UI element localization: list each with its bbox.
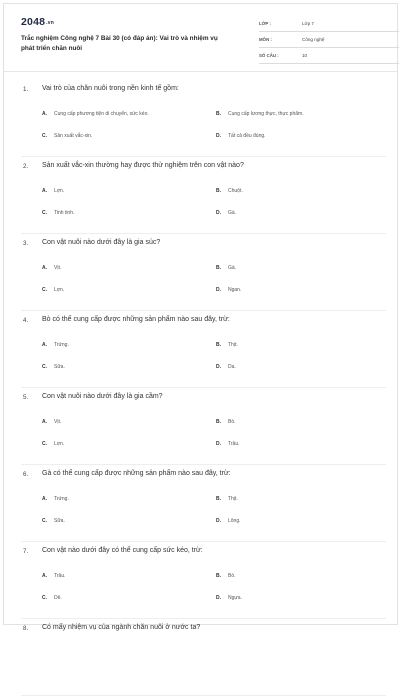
- question-text: Con vật nuôi nào dưới đây là gia súc?: [42, 239, 161, 246]
- option-letter: D.: [216, 364, 221, 370]
- option-letter: B.: [216, 573, 221, 579]
- option-text: Vịt.: [54, 265, 62, 271]
- option-a[interactable]: [42, 419, 61, 425]
- logo-suffix: .vn: [46, 20, 54, 26]
- option-letter: B.: [216, 111, 221, 117]
- option-text: Vịt.: [54, 419, 62, 425]
- question-number: 1.: [23, 86, 29, 93]
- option-d[interactable]: [216, 441, 239, 447]
- option-a[interactable]: [42, 265, 61, 271]
- meta-subject-value: Công nghệ: [302, 37, 325, 42]
- option-text: Dê.: [54, 595, 62, 601]
- option-d[interactable]: [216, 595, 242, 601]
- quiz-title: Trắc nghiệm Công nghệ 7 Bài 30 (có đáp án): Vai trò và nhiệm vụ phát triển chăn nuôi: [21, 35, 218, 52]
- option-a[interactable]: [42, 111, 149, 117]
- option-letter: A.: [42, 419, 47, 425]
- option-d[interactable]: [216, 133, 266, 139]
- option-text: Trứng.: [54, 496, 69, 502]
- quiz-meta: [259, 18, 399, 66]
- question-item: [21, 619, 386, 696]
- option-text: Trứng.: [54, 342, 69, 348]
- option-text: Tinh tinh.: [54, 210, 75, 216]
- option-b[interactable]: [216, 496, 238, 502]
- option-b[interactable]: [216, 111, 304, 117]
- option-letter: B.: [216, 496, 221, 502]
- meta-class-value: Lớp 7: [302, 21, 314, 26]
- option-letter: D.: [216, 441, 221, 447]
- option-text: Trâu.: [54, 573, 66, 579]
- option-c[interactable]: [42, 210, 74, 216]
- option-letter: D.: [216, 518, 221, 524]
- option-b[interactable]: [216, 188, 243, 194]
- option-letter: D.: [216, 133, 221, 139]
- option-letter: C.: [42, 364, 47, 370]
- option-c[interactable]: [42, 518, 65, 524]
- question-text: Sản xuất vắc-xin thường hay được thử nghiệm trên con vật nào?: [42, 162, 244, 169]
- option-letter: A.: [42, 265, 47, 271]
- option-d[interactable]: [216, 518, 241, 524]
- question-text: Con vật nào dưới đây có thể cung cấp sức kéo, trừ:: [42, 547, 203, 554]
- question-item: [21, 465, 386, 542]
- option-letter: A.: [42, 496, 47, 502]
- option-text: Thịt.: [228, 342, 238, 348]
- question-text: Có mấy nhiệm vụ của ngành chăn nuôi ở nước ta?: [42, 624, 201, 631]
- question-item: [21, 542, 386, 619]
- option-c[interactable]: [42, 287, 64, 293]
- question-text: Con vật nuôi nào dưới đây là gia cầm?: [42, 393, 163, 400]
- meta-subject-label: MÔN :: [259, 37, 272, 42]
- option-a[interactable]: [42, 342, 69, 348]
- option-text: Trâu.: [228, 441, 240, 447]
- option-a[interactable]: [42, 188, 64, 194]
- option-b[interactable]: [216, 342, 238, 348]
- option-text: Lợn.: [54, 188, 65, 194]
- option-text: Cung cấp lương thực, thực phẩm.: [228, 111, 304, 117]
- option-text: Ngựa.: [228, 595, 242, 601]
- option-text: Lợn.: [54, 441, 65, 447]
- option-letter: C.: [42, 287, 47, 293]
- question-list: [21, 80, 386, 696]
- option-text: Bò.: [228, 419, 236, 425]
- option-text: Sữa.: [54, 364, 65, 370]
- option-d[interactable]: [216, 364, 236, 370]
- option-letter: D.: [216, 210, 221, 216]
- question-number: 8.: [23, 625, 29, 632]
- header-divider: [4, 71, 397, 72]
- option-letter: B.: [216, 265, 221, 271]
- option-text: Tất cả đều đúng.: [228, 133, 266, 139]
- option-text: Sản xuất vắc-xin.: [54, 133, 93, 139]
- quiz-header: [21, 16, 386, 66]
- question-number: 5.: [23, 394, 29, 401]
- meta-count-row: [259, 50, 399, 64]
- option-letter: D.: [216, 287, 221, 293]
- option-letter: C.: [42, 518, 47, 524]
- quiz-page: [3, 3, 398, 632]
- logo-text: 2048: [21, 16, 46, 28]
- question-text: Vai trò của chăn nuôi trong nền kinh tế gồm:: [42, 85, 179, 92]
- option-text: Thịt.: [228, 496, 238, 502]
- option-letter: A.: [42, 188, 47, 194]
- option-letter: B.: [216, 419, 221, 425]
- question-number: 2.: [23, 163, 29, 170]
- option-letter: C.: [42, 133, 47, 139]
- option-text: Gà.: [228, 265, 237, 271]
- option-letter: A.: [42, 342, 47, 348]
- option-text: Chuột.: [228, 188, 243, 194]
- meta-class-row: [259, 18, 399, 32]
- question-item: [21, 157, 386, 234]
- meta-subject-row: [259, 34, 399, 48]
- option-letter: A.: [42, 111, 47, 117]
- question-number: 6.: [23, 471, 29, 478]
- option-letter: A.: [42, 573, 47, 579]
- option-letter: C.: [42, 595, 47, 601]
- option-letter: C.: [42, 441, 47, 447]
- option-a[interactable]: [42, 573, 65, 579]
- option-b[interactable]: [216, 573, 236, 579]
- option-c[interactable]: [42, 441, 64, 447]
- option-b[interactable]: [216, 265, 236, 271]
- option-text: Sữa.: [54, 518, 65, 524]
- question-item: [21, 311, 386, 388]
- question-number: 7.: [23, 548, 29, 555]
- meta-count-label: SỐ CÂU :: [259, 53, 279, 58]
- question-text: Bò có thể cung cấp được những sản phẩm nào sau đây, trừ:: [42, 316, 230, 323]
- option-d[interactable]: [216, 210, 236, 216]
- option-text: Da.: [228, 364, 236, 370]
- option-text: Ngan.: [228, 287, 242, 293]
- option-text: Lông.: [228, 518, 241, 524]
- question-item: [21, 234, 386, 311]
- question-item: [21, 80, 386, 157]
- question-number: 3.: [23, 240, 29, 247]
- option-a[interactable]: [42, 496, 69, 502]
- option-text: Bò.: [228, 573, 236, 579]
- option-text: Gà.: [228, 210, 237, 216]
- option-letter: C.: [42, 210, 47, 216]
- option-text: Cung cấp phương tiện di chuyển, sức kéo.: [54, 111, 149, 117]
- meta-count-value: 10: [302, 53, 308, 58]
- question-text: Gà có thể cung cấp được những sản phẩm nào sau đây, trừ:: [42, 470, 231, 477]
- option-c[interactable]: [42, 595, 62, 601]
- question-number: 4.: [23, 317, 29, 324]
- option-letter: B.: [216, 342, 221, 348]
- option-d[interactable]: [216, 287, 241, 293]
- meta-class-label: LỚP :: [259, 21, 271, 26]
- option-letter: D.: [216, 595, 221, 601]
- option-c[interactable]: [42, 133, 92, 139]
- option-b[interactable]: [216, 419, 236, 425]
- site-logo[interactable]: [21, 16, 54, 28]
- option-c[interactable]: [42, 364, 65, 370]
- option-letter: B.: [216, 188, 221, 194]
- question-item: [21, 388, 386, 465]
- option-text: Lợn.: [54, 287, 65, 293]
